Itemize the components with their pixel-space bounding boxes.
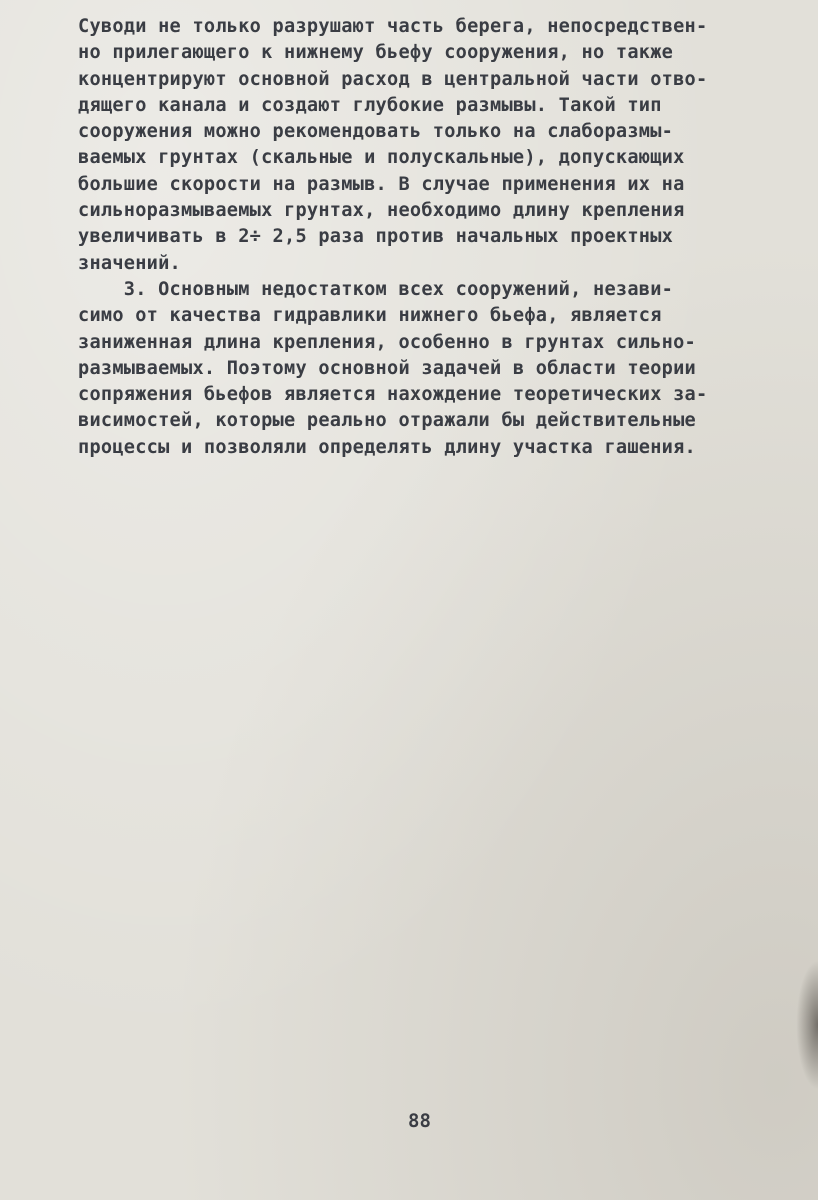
text-line: сильноразмываемых грунтах, необходимо длину крепления <box>78 200 685 222</box>
text-line: сопряжения бьефов является нахождение теоретических за- <box>78 384 708 406</box>
body-text <box>78 14 818 461</box>
text-line: большие скорости на размыв. В случае применения их на <box>78 173 685 195</box>
paragraph-2 <box>78 277 818 461</box>
text-line: значений. <box>78 252 181 274</box>
text-line: Суводи не только разрушают часть берега, непосредствен- <box>78 16 708 37</box>
page-edge-shadow <box>796 960 818 1090</box>
paragraph-1 <box>78 14 818 277</box>
text-line: дящего канала и создают глубокие размывы. Такой тип <box>78 94 662 116</box>
text-line: концентрируют основной расход в центральной части отво- <box>78 68 708 90</box>
text-line: но прилегающего к нижнему бьефу сооружения, но также <box>78 42 674 64</box>
text-line: висимостей, которые реально отражали бы действительные <box>78 410 696 432</box>
text-line: симо от качества гидравлики нижнего бьефа, является <box>78 305 662 327</box>
text-line: размываемых. Поэтому основной задачей в области теории <box>78 357 696 379</box>
text-line: процессы и позволяли определять длину участка гашения. <box>78 436 696 458</box>
text-line: сооружения можно рекомендовать только на слаборазмы- <box>78 121 674 143</box>
text-line: ваемых грунтах (скальные и полускальные), допускающих <box>78 147 685 169</box>
page-number: 88 <box>408 1110 431 1132</box>
text-line: 3. Основным недостатком всех сооружений, незави- <box>78 278 674 300</box>
text-line: заниженная длина крепления, особенно в грунтах сильно- <box>78 331 696 353</box>
text-line: увеличивать в 2÷ 2,5 раза против начальных проектных <box>78 226 674 248</box>
